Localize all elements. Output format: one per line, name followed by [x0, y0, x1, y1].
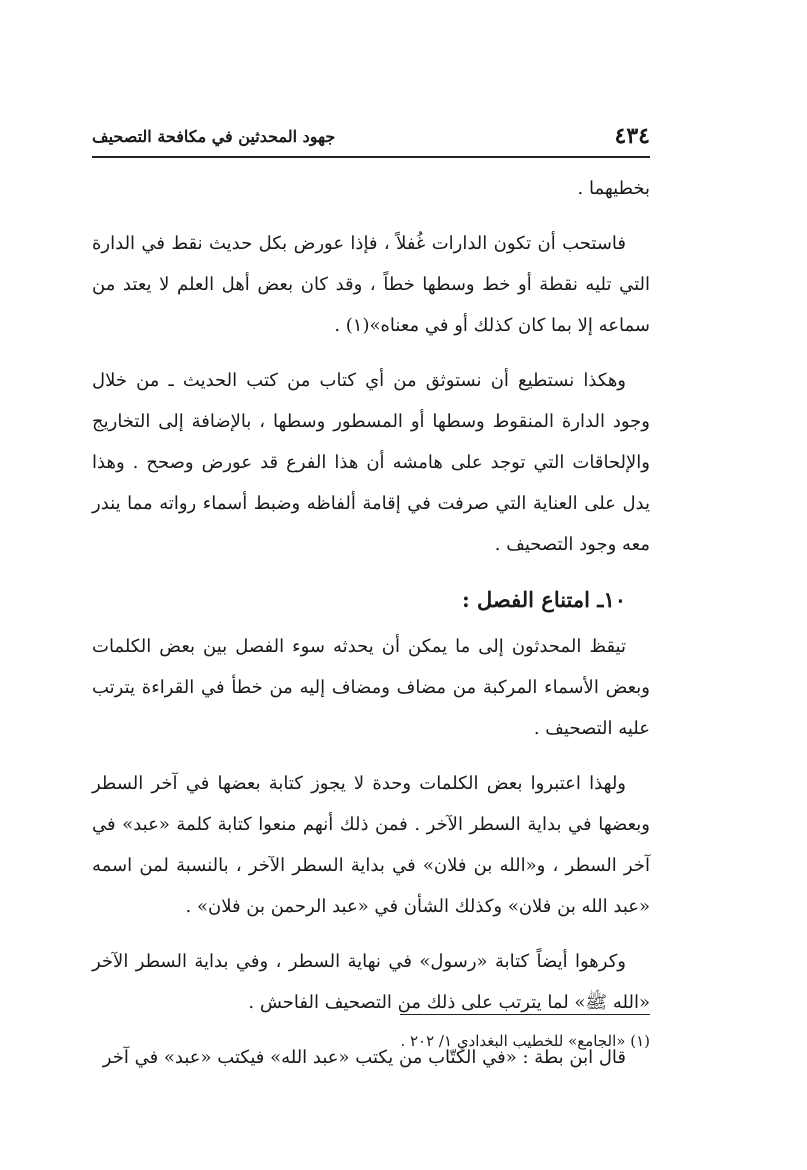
paragraph-3: وهكذا نستطيع أن نستوثق من أي كتاب من كتب الحديث ـ من خلال وجود الدارة المنقوط وسطها أو المسطور وسطها ، بالإضافة إلى التخاريج والإلحاقات التي توجد على هامشه أن هذا الفرع قد عورض وصحح . وهذا يدل على العناية التي صرفت في إقامة ألفاظه وضبط أسماء رواته مما يندر معه وجود التصحيف . — [92, 370, 650, 555]
paragraph-1: بخطيهما . — [577, 178, 650, 199]
page-header — [92, 118, 650, 154]
paragraph-7: قال ابن بطة : «في الكتّاب من يكتب «عبد الله» فيكتب «عبد» في آخر — [102, 1047, 626, 1068]
paragraph-2: فاستحب أن تكون الدارات غُفلاً ، فإذا عورض بكل حديث نقط في الدارة التي تليه نقطة أو خط وسطها خطاً ، وقد كان بعض أهل العلم لا يعتد من سماعه إلا بما كان كذلك أو في معناه»(١) . — [92, 233, 650, 336]
paragraph-5: ولهذا اعتبروا بعض الكلمات وحدة لا يجوز كتابة بعضها في آخر السطر وبعضها في بداية السطر الآخر . فمن ذلك أنهم منعوا كتابة كلمة «عبد» في آخر السطر ، و«الله بن فلان» في بداية السطر الآخر ، بالنسبة لمن اسمه «عبد الله بن فلان» وكذلك الشأن في «عبد الرحمن بن فلان» . — [92, 773, 650, 917]
running-title: جهود المحدثين في مكافحة التصحيف — [92, 126, 336, 146]
footnote-divider — [400, 1014, 650, 1015]
section-heading: ١٠ـ امتناع الفصل : — [461, 587, 626, 612]
main-text — [92, 168, 650, 1092]
paragraph-6: وكرهوا أيضاً كتابة «رسول» في نهاية السطر ، وفي بداية السطر الآخر «الله ﷺ» لما يترتب على ذلك من التصحيف الفاحش . — [92, 951, 650, 1013]
header-divider — [92, 156, 650, 158]
page-number: ٤٣٤ — [614, 123, 650, 149]
footnote: (١) «الجامع» للخطيب البغدادي ١/ ٢٠٢ . — [400, 1032, 650, 1050]
paragraph-4: تيقظ المحدثون إلى ما يمكن أن يحدثه سوء الفصل بين بعض الكلمات وبعض الأسماء المركبة من مضاف ومضاف إليه من خطأ في القراءة يترتب عليه التصحيف . — [92, 636, 650, 739]
